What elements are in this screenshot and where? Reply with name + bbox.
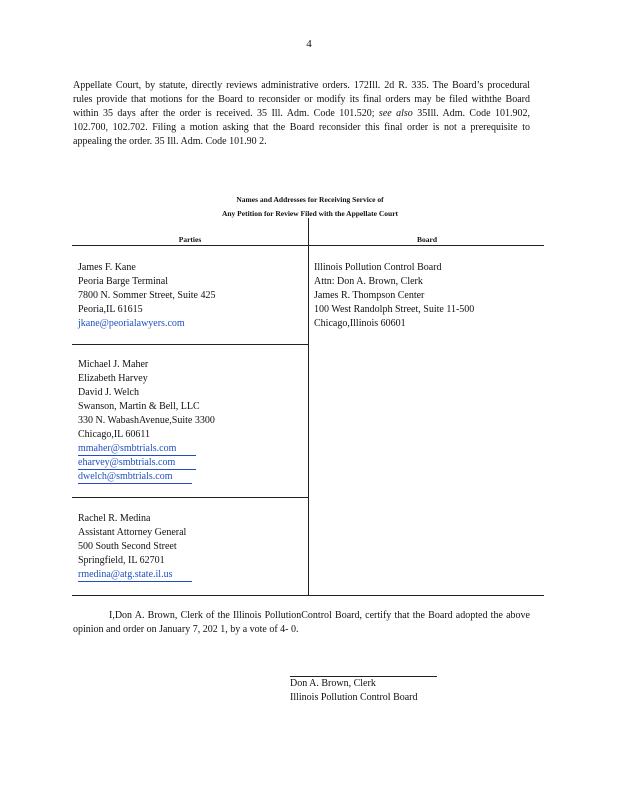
table-caption-line1: Names and Addresses for Receiving Service of [236,195,384,204]
party-divider-2 [72,497,308,498]
signature-org: Illinois Pollution Control Board [290,692,418,703]
party-line: 330 N. WabashAvenue,Suite 3300 [78,415,215,426]
party-line: Springfield, IL 62701 [78,555,165,566]
column-header-board: Board [416,235,437,244]
party-block-kane [78,261,216,331]
party-line: James F. Kane [78,262,136,273]
email-link[interactable]: jkane@peorialawyers.com [78,318,185,329]
email-link[interactable]: dwelch@smbtrials.com [78,471,192,484]
email-link[interactable]: eharvey@smbtrials.com [78,457,196,470]
party-line: Rachel R. Medina [78,513,151,524]
intro-text-after: 35Ill. Adm. Code 101.902, 102.700, 102.702. Filing a motion asking that the Board reconsider this final order is not a prerequisite to appealing the order. 35 Ill. Adm. Code 101.90 2. [73,107,530,147]
table-column-divider [308,218,309,595]
party-line: 7800 N. Sommer Street, Suite 425 [78,290,216,301]
board-block [314,261,474,331]
party-line: Assistant Attorney General [78,527,187,538]
party-line: 500 South Second Street [78,541,177,552]
party-line: Peoria,IL 61615 [78,304,143,315]
party-line: David J. Welch [78,387,139,398]
party-line: Chicago,IL 60611 [78,429,151,440]
signature-block [290,677,418,705]
intro-text-before: Appellate Court, by statute, directly reviews administrative orders. 172Ill. 2d R. 335. The Board’s procedural rules provide that motions for the Board to reconsider or modify its final orders may be filed withthe Board within 35 days after the order is received. 35 Ill. Adm. Code 101.520; [73,80,530,119]
column-header-parties: Parties [178,235,202,244]
email-link[interactable]: mmaher@smbtrials.com [78,443,196,456]
board-line: 100 West Randolph Street, Suite 11-500 [314,304,475,315]
intro-see-also: see also [378,107,413,119]
table-bottom-rule [72,595,544,596]
page-number: 4 [306,38,312,50]
party-line: Elizabeth Harvey [78,373,148,384]
board-line: Illinois Pollution Control Board [314,262,442,273]
board-line: Chicago,Illinois 60601 [314,318,406,329]
board-line: Attn: Don A. Brown, Clerk [314,276,423,287]
table-caption-line2: Any Petition for Review Filed with the Appellate Court [221,209,399,218]
party-line: Swanson, Martin & Bell, LLC [78,401,200,412]
party-line: Michael J. Maher [78,359,149,370]
board-line: James R. Thompson Center [314,290,425,301]
signature-name: Don A. Brown, Clerk [290,678,376,689]
certification-paragraph: I,Don A. Brown, Clerk of the Illinois PollutionControl Board, certify that the Board adopted the above opinion and order on January 7, 202 1, by a vote of 4- 0. [73,610,530,635]
party-block-medina [78,512,192,582]
party-block-swanson [78,358,215,484]
table-caption [150,193,470,221]
party-line: Peoria Barge Terminal [78,276,169,287]
party-divider-1 [72,344,308,345]
email-link[interactable]: rmedina@atg.state.il.us [78,569,192,582]
intro-paragraph [73,79,530,149]
